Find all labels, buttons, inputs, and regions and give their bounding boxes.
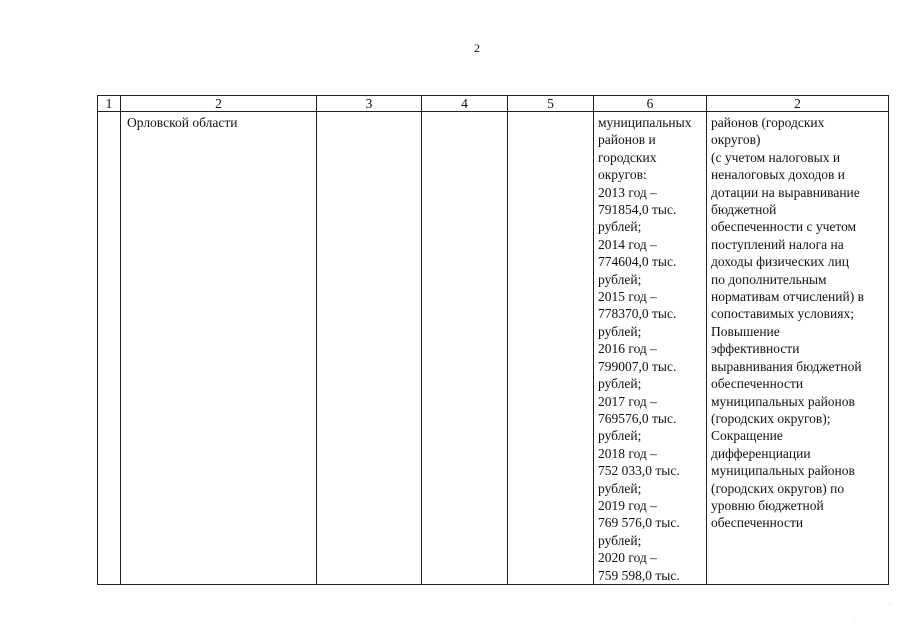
cell-col-3 (317, 112, 422, 585)
cell-col-4 (422, 112, 508, 585)
table-row (98, 112, 889, 585)
cell-col-5 (508, 112, 594, 585)
document-table (97, 95, 889, 585)
scan-speck: · (888, 600, 891, 609)
expected-results-text: районов (городских округов) (с учетом налоговых и неналоговых доходов и дотации на выравнивание бюджетной обеспеченности с учетом поступлений налога на доходы физических лиц по дополнительным нормативам отчислений) в сопоставимых условиях; Повышение эффективности выравнивания бюджетной обеспеченности муниципальных районов (городских округов); Сокращение дифференциации муниципальных районов (городских округов) по уровню бюджетной обеспеченности (711, 115, 864, 531)
cell-col-2 (121, 112, 317, 585)
header-col-4: 4 (422, 96, 508, 112)
table-header-row (98, 96, 889, 112)
header-col-2: 2 (121, 96, 317, 112)
cell-col-6 (594, 112, 707, 585)
region-name: Орловской области (127, 115, 238, 130)
scan-speck: · (853, 615, 856, 624)
cell-col-7 (707, 112, 889, 585)
page-number: 2 (474, 41, 480, 55)
header-col-5: 5 (508, 96, 594, 112)
header-col-3: 3 (317, 96, 422, 112)
header-col-7: 2 (707, 96, 889, 112)
cell-col-1 (98, 112, 121, 585)
header-col-1: 1 (98, 96, 121, 112)
header-col-6: 6 (594, 96, 707, 112)
funding-by-year-text: муниципальных районов и городских округов: 2013 год – 791854,0 тыс. рублей; 2014 год – 774604,0 тыс. рублей; 2015 год – 778370,0 тыс. рублей; 2016 год – 799007,0 тыс. рублей; 2017 год – 769576,0 тыс. рублей; 2018 год – 752 033,0 тыс. рублей; 2019 год – 769 576,0 тыс. рублей; 2020 год – 759 598,0 тыс. (598, 115, 692, 583)
